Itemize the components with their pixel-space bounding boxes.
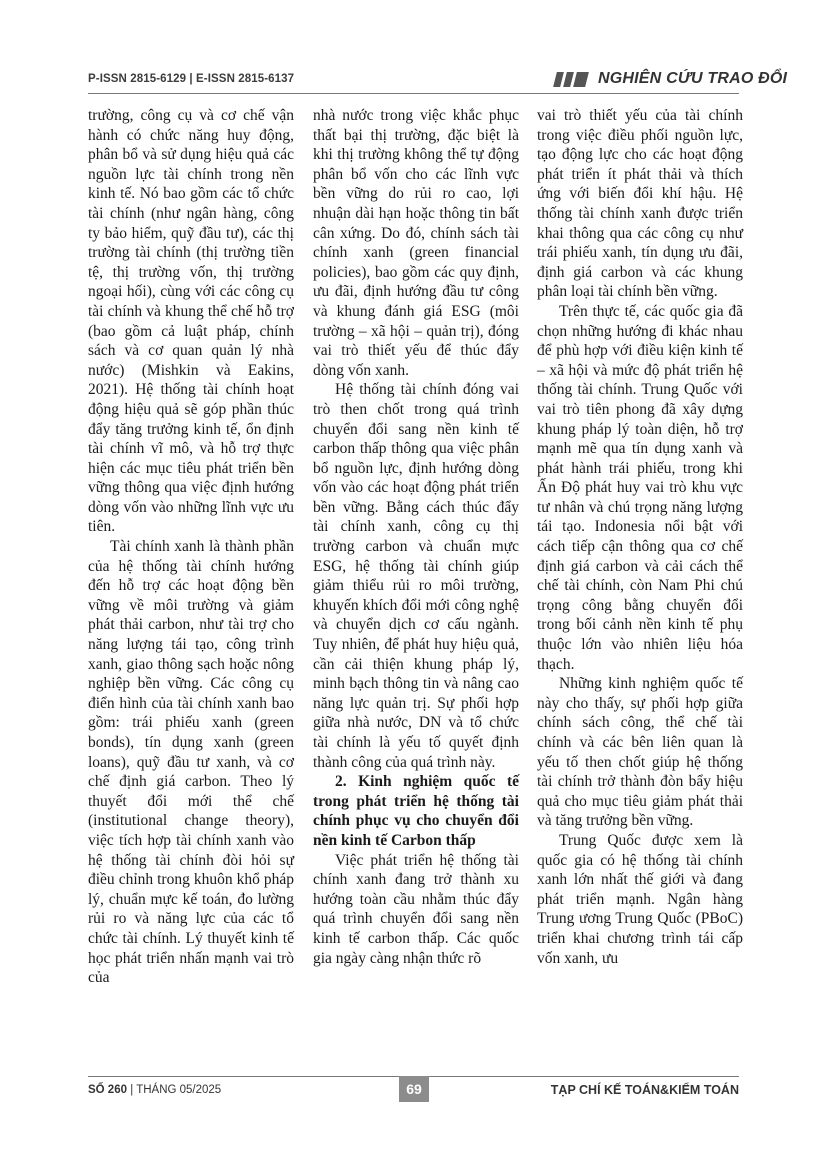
issue-date: THÁNG 05/2025 <box>136 1084 222 1096</box>
page-number: 69 <box>399 1076 429 1102</box>
paragraph: trường, công cụ và cơ chế vận hành có chức năng huy động, phân bổ và sử dụng hiệu quả các nguồn lực tài chính trong nền kinh tế. Nó bao gồm các tổ chức tài chính (như ngân hàng, công ty bảo hiểm, quỹ đầu tư), các thị trường tài chính (thị trường tiền tệ, thị trường vốn, thị trường ngoại hối), cùng với các công cụ tài chính và khung thể chế hỗ trợ (bao gồm cả luật pháp, chính sách và cơ quan quản lý nhà nước) (Mishkin và Eakins, 2021). Hệ thống tài chính hoạt động hiệu quả sẽ góp phần thúc đẩy tăng trưởng kinh tế, ổn định tài chính vĩ mô, và hỗ trợ thực hiện các mục tiêu phát triển bền vững thông qua việc định hướng dòng vốn vào những lĩnh vực ưu tiên. <box>88 107 294 536</box>
page-header <box>0 0 827 100</box>
section-bars-icon <box>555 72 595 88</box>
section-heading: 2. Kinh nghiệm quốc tế trong phát triển hệ thống tài chính phục vụ cho chuyển đổi nền kinh tế Carbon thấp <box>313 773 519 849</box>
issue-label: SỐ 260 <box>88 1084 127 1096</box>
paragraph: Trung Quốc được xem là quốc gia có hệ thống tài chính xanh lớn nhất thế giới và đang phát triển mạnh. Ngân hàng Trung ương Trung Quốc (PBoC) triển khai chương trình tái cấp vốn xanh, ưu <box>537 831 743 967</box>
paragraph: Những kinh nghiệm quốc tế này cho thấy, sự phối hợp giữa chính sách công, thể chế tài chính và các bên liên quan là yếu tố then chốt giúp hệ thống tài chính trở thành đòn bẩy hiệu quả cho mục tiêu giảm phát thải và tăng trưởng bền vững. <box>537 675 743 830</box>
issue-info <box>88 1084 221 1096</box>
paragraph: Trên thực tế, các quốc gia đã chọn những hướng đi khác nhau để phù hợp với điều kiện kinh tế – xã hội và mức độ phát triển hệ thống tài chính. Trung Quốc với vai trò tiên phong đã xây dựng khung pháp lý toàn diện, hỗ trợ mạnh mẽ qua tín dụng xanh và phát hành trái phiếu, trong khi Ấn Độ phát huy vai trò khu vực tư nhân và chú trọng năng lượng tái tạo. Indonesia nổi bật với cách tiếp cận thông qua cơ chế định giá carbon và cải cách thể chế tài chính, còn Nam Phi chú trọng công bằng chuyển đổi trong bối cảnh nền kinh tế phụ thuộc lớn vào nhiên liệu hóa thạch. <box>537 302 743 673</box>
paragraph: vai trò thiết yếu của tài chính trong việc điều phối nguồn lực, tạo động lực cho các hoạt động phát triển ít phát thải và thích ứng với biến đổi khí hậu. Hệ thống tài chính xanh được triển khai thông qua các công cụ như trái phiếu xanh, tín dụng ưu đãi, định giá carbon và các khung phân loại tài chính bền vững. <box>537 107 743 301</box>
paragraph: Tài chính xanh là thành phần của hệ thống tài chính hướng đến hỗ trợ các hoạt động bền vững về môi trường và giảm phát thải carbon, như tài trợ cho năng lượng tái tạo, công trình xanh, giao thông sạch hoặc nông nghiệp bền vững. Các công cụ điển hình của tài chính xanh bao gồm: trái phiếu xanh (green bonds), tín dụng xanh (green loans), quỹ đầu tư xanh, và cơ chế định giá carbon. Theo lý thuyết đổi mới thể chế (institutional change theory), việc tích hợp tài chính xanh vào hệ thống tài chính đòi hỏi sự điều chỉnh trong khuôn khổ pháp lý, chuẩn mực kế toán, đo lường rủi ro và năng lực của các tổ chức tài chính. Lý thuyết kinh tế học phát triển nhấn mạnh vai trò của <box>88 538 294 987</box>
text-column-1 <box>88 106 294 988</box>
text-column-3 <box>537 106 743 968</box>
paragraph: nhà nước trong việc khắc phục thất bại thị trường, đặc biệt là khi thị trường không thể tự động phân bổ vốn cho các lĩnh vực bền vững do rủi ro cao, lợi nhuận dài hạn hoặc thông tin bất cân xứng. Do đó, chính sách tài chính xanh (green financial policies), bao gồm các quy định, ưu đãi, định hướng đầu tư công và khung đánh giá ESG (môi trường – xã hội – quản trị), đóng vai trò thiết yếu để thúc đẩy dòng vốn xanh. <box>313 107 519 379</box>
paragraph: Việc phát triển hệ thống tài chính xanh đang trở thành xu hướng toàn cầu nhằm thúc đẩy quá trình chuyển đổi sang nền kinh tế carbon thấp. Các quốc gia ngày càng nhận thức rõ <box>313 851 519 967</box>
issn-text: P-ISSN 2815-6129 | E-ISSN 2815-6137 <box>88 73 295 85</box>
issue-separator: | <box>130 1084 137 1096</box>
paragraph: Hệ thống tài chính đóng vai trò then chốt trong quá trình chuyển đổi sang nền kinh tế carbon thấp thông qua việc phân bổ nguồn lực, định hướng dòng vốn vào các hoạt động phát triển bền vững. Bằng cách thúc đẩy tài chính xanh, công cụ thị trường carbon và chuẩn mực ESG, hệ thống tài chính giúp giảm thiểu rủi ro môi trường, khuyến khích đổi mới công nghệ và chuyển dịch cơ cấu ngành. Tuy nhiên, để phát huy hiệu quả, cần cải thiện khung pháp lý, minh bạch thông tin và nâng cao năng lực quản trị. Sự phối hợp giữa nhà nước, DN và tổ chức tài chính là yếu tố quyết định thành công của quá trình này. <box>313 381 519 771</box>
journal-name: TẠP CHÍ KẾ TOÁN&KIỂM TOÁN <box>550 1083 739 1097</box>
text-column-2 <box>313 106 519 968</box>
header-divider <box>88 93 739 94</box>
section-title: NGHIÊN CỨU TRAO ĐỔI <box>598 70 788 87</box>
